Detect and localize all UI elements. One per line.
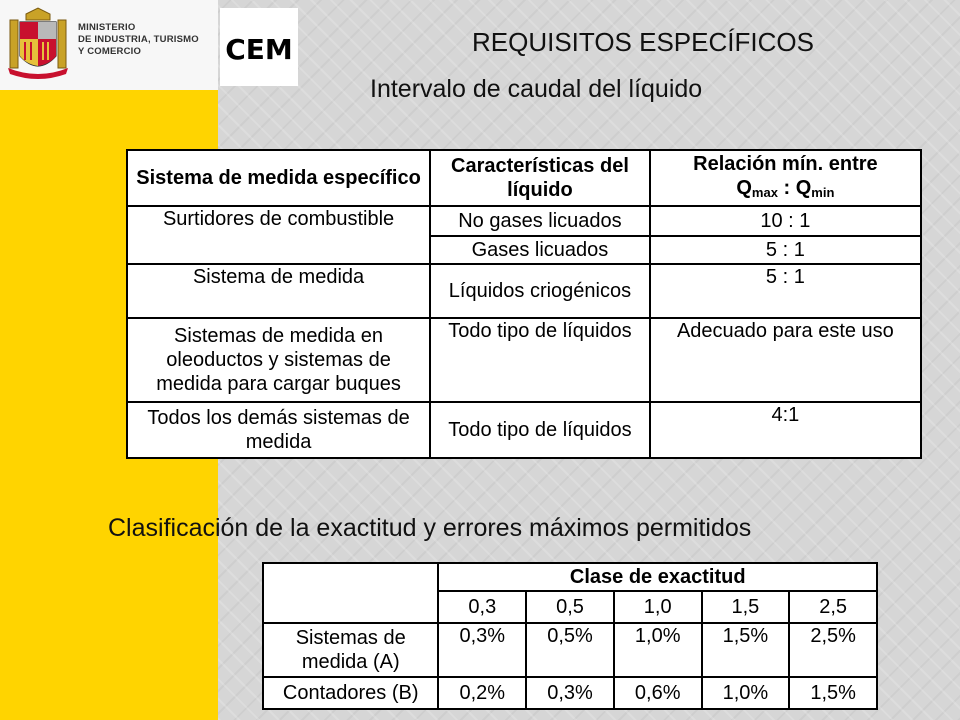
error-value: 2,5% (789, 623, 877, 677)
cell-system: Surtidores de combustible (127, 206, 430, 264)
cell-liquid: Todo tipo de líquidos (430, 318, 650, 402)
svg-text:CEM: CEM (225, 33, 293, 66)
table-row (127, 318, 921, 402)
error-value: 0,5% (526, 623, 614, 677)
cell-ratio: 5 : 1 (650, 236, 921, 264)
cell-ratio: 10 : 1 (650, 206, 921, 236)
cell-ratio: 5 : 1 (650, 264, 921, 318)
section-subtitle-flow: Intervalo de caudal del líquido (370, 75, 703, 103)
cell-system: Todos los demás sistemas de medida (127, 402, 430, 458)
table-row (127, 264, 921, 318)
table-row (127, 206, 921, 236)
page-title: REQUISITOS ESPECÍFICOS (472, 27, 814, 57)
error-value: 1,5% (702, 623, 790, 677)
cell-liquid: No gases licuados (430, 206, 650, 236)
error-value: 1,0% (614, 623, 702, 677)
table-row (127, 402, 921, 458)
row-label: Sistemas de medida (A) (263, 623, 438, 677)
ministry-name (78, 22, 199, 58)
cell-system: Sistemas de medida en oleoductos y sistemas de medida para cargar buques (127, 318, 430, 402)
class-value: 1,0 (614, 591, 702, 623)
class-value: 0,5 (526, 591, 614, 623)
coat-of-arms-icon (6, 6, 70, 84)
error-value: 1,5% (789, 677, 877, 709)
header-liquid: Características del líquido (430, 150, 650, 206)
table-row (263, 677, 877, 709)
ministry-line: Y COMERCIO (78, 46, 142, 57)
table-row (263, 623, 877, 677)
header-empty-cell (263, 563, 438, 623)
error-value: 0,6% (614, 677, 702, 709)
table-header-row (263, 563, 877, 591)
ministry-line: DE INDUSTRIA, TURISMO (78, 34, 199, 45)
class-value: 2,5 (789, 591, 877, 623)
header-accuracy-class: Clase de exactitud (438, 563, 877, 591)
class-value: 0,3 (438, 591, 526, 623)
cell-ratio: 4:1 (650, 402, 921, 458)
header-ratio: Relación mín. entre $Q_{max}$ : $Q_{min}$ (650, 150, 921, 206)
cell-system: Sistema de medida (127, 264, 430, 318)
cem-logo (220, 8, 298, 86)
cell-ratio: Adecuado para este uso (650, 318, 921, 402)
error-value: 0,2% (438, 677, 526, 709)
section-heading-accuracy: Clasificación de la exactitud y errores máximos permitidos (108, 514, 752, 542)
ministry-header (0, 0, 218, 90)
error-value: 1,0% (702, 677, 790, 709)
cem-logo-icon (225, 25, 293, 69)
ministry-line: MINISTERIO (78, 22, 136, 33)
class-value: 1,5 (702, 591, 790, 623)
error-value: 0,3% (526, 677, 614, 709)
cell-liquid: Líquidos criogénicos (430, 264, 650, 318)
cell-liquid: Gases licuados (430, 236, 650, 264)
accuracy-class-table (262, 562, 878, 710)
flow-range-table (126, 149, 922, 459)
header-system: Sistema de medida específico (127, 150, 430, 206)
row-label: Contadores (B) (263, 677, 438, 709)
cell-liquid: Todo tipo de líquidos (430, 402, 650, 458)
table-header-row (127, 150, 921, 206)
error-value: 0,3% (438, 623, 526, 677)
